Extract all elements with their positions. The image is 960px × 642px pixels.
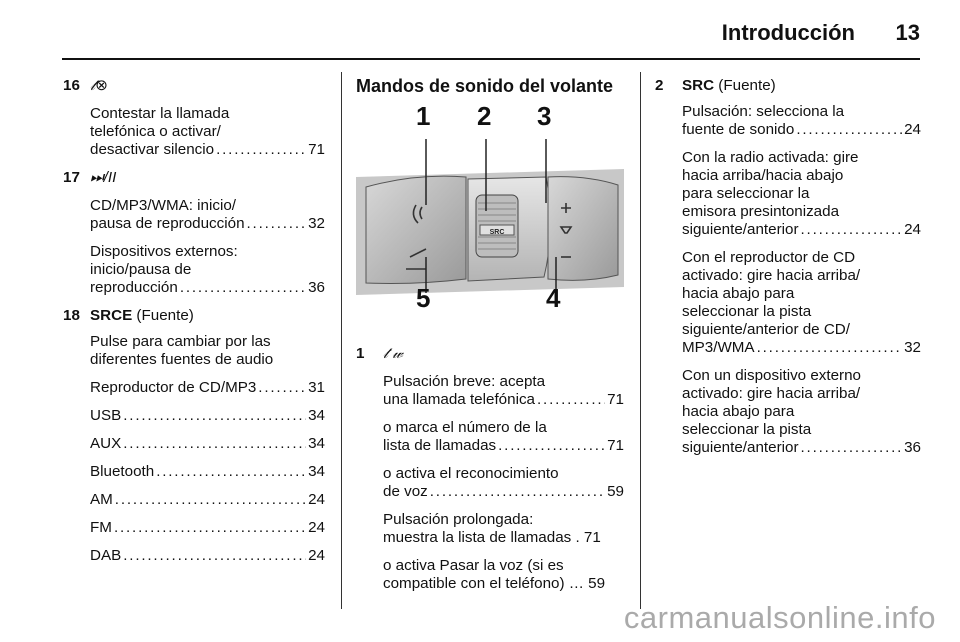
column-divider: [640, 72, 641, 609]
callout-2: 2: [477, 101, 492, 131]
leader-text: una llamada telefónica: [383, 391, 535, 408]
page-ref: 71: [607, 437, 624, 454]
text-line: muestra la lista de llamadas . 71: [383, 529, 601, 546]
leader-text: Bluetooth: [90, 463, 155, 480]
watermark: carmanualsonline.info: [623, 600, 936, 635]
list-item: [63, 77, 325, 159]
page-ref: 71: [308, 141, 325, 158]
page-ref: 36: [308, 279, 325, 296]
text-line: Pulsación: selecciona la: [682, 103, 845, 120]
leader-text: de voz: [383, 483, 428, 500]
item-number: 2: [655, 77, 664, 94]
page-ref: 24: [308, 547, 325, 564]
item-title-rest: (Fuente): [132, 307, 194, 324]
play-pause-icon: ⏭/II: [90, 169, 117, 186]
text-line: Pulsación prolongada:: [383, 511, 534, 528]
text-line: emisora presintonizada: [682, 203, 840, 220]
leader-text: Reproductor de CD/MP3: [90, 379, 257, 396]
page-ref: 32: [308, 215, 325, 232]
list-item: [63, 169, 325, 297]
page-title: Introducción: [721, 20, 855, 45]
item-number: 18: [63, 307, 80, 324]
text-line: Dispositivos externos:: [90, 243, 238, 260]
page-number: 13: [895, 20, 920, 45]
page-header: [0, 0, 960, 60]
text-line: Pulsación breve: acepta: [383, 373, 546, 390]
column-divider: [341, 72, 342, 609]
leader-text: lista de llamadas: [383, 437, 497, 454]
text-line: o activa Pasar la voz (si es: [383, 557, 564, 574]
text-line: activado: gire hacia arriba/: [682, 385, 861, 402]
text-line: CD/MP3/WMA: inicio/: [90, 197, 236, 214]
text-line: inicio/pausa de: [90, 261, 192, 278]
section-title: Mandos de sonido del volante: [356, 76, 614, 96]
item-title-rest: (Fuente): [714, 77, 776, 94]
text-line: hacia arriba/hacia abajo: [682, 167, 844, 184]
page-ref: 59: [607, 483, 624, 500]
phone-mute-icon: 𝓉⊗: [90, 77, 108, 94]
leader-text: pausa de reproducción: [90, 215, 245, 232]
text-line: para seleccionar la: [682, 185, 810, 202]
text-line: compatible con el teléfono) … 59: [383, 575, 606, 592]
text-line: Con un dispositivo externo: [682, 367, 861, 384]
column-1: [63, 77, 325, 575]
text-line: telefónica o activar/: [90, 123, 221, 140]
page-ref: 24: [308, 491, 325, 508]
list-item: [356, 345, 624, 593]
page-ref: 32: [904, 339, 921, 356]
leader-text: DAB: [90, 547, 122, 564]
item-number: 17: [63, 169, 80, 186]
item-title: SRCE: [90, 307, 133, 324]
leader-text: fuente de sonido: [682, 121, 795, 138]
page-ref: 34: [308, 435, 325, 452]
leader-text: AUX: [90, 435, 122, 452]
leader-text: FM: [90, 519, 112, 536]
item-number: 16: [63, 77, 80, 94]
callout-1: 1: [416, 101, 431, 131]
leader-text: siguiente/anterior: [682, 221, 799, 238]
item-number: 1: [356, 345, 365, 362]
page-ref: 71: [607, 391, 624, 408]
callout-3: 3: [537, 101, 552, 131]
text-line: hacia abajo para: [682, 285, 795, 302]
page-ref: 24: [308, 519, 325, 536]
leader-text: AM: [90, 491, 113, 508]
text-line: Con el reproductor de CD: [682, 249, 856, 266]
list-item: [655, 77, 921, 457]
page-ref: 36: [904, 439, 921, 456]
page-ref: 34: [308, 463, 325, 480]
text-line: Pulse para cambiar por las: [90, 333, 271, 350]
item-title: SRC: [682, 77, 715, 94]
text-line: siguiente/anterior de CD/: [682, 321, 850, 338]
leader-text: desactivar silencio: [90, 141, 215, 158]
text-line: hacia abajo para: [682, 403, 795, 420]
steering-wheel-controls-figure: [356, 101, 624, 319]
column-3: [655, 77, 921, 467]
text-line: diferentes fuentes de audio: [90, 351, 274, 368]
callout-4: 4: [546, 283, 561, 313]
leader-text: USB: [90, 407, 122, 424]
leader-text: MP3/WMA: [682, 339, 755, 356]
text-line: Con la radio activada: gire: [682, 149, 859, 166]
page-ref: 24: [904, 221, 921, 238]
leader-text: siguiente/anterior: [682, 439, 799, 456]
src-button-label: SRC: [489, 229, 505, 236]
phone-voice-icon: 𝓉 𝓌: [383, 345, 403, 362]
page-ref: 31: [308, 379, 325, 396]
text-line: o activa el reconocimiento: [383, 465, 559, 482]
steering-wheel-illustration: [356, 101, 624, 319]
leader-text: reproducción: [90, 279, 178, 296]
text-line: o marca el número de la: [383, 419, 547, 436]
text-line: activado: gire hacia arriba/: [682, 267, 861, 284]
callout-5: 5: [416, 283, 431, 313]
text-line: seleccionar la pista: [682, 303, 812, 320]
page-ref: 24: [904, 121, 921, 138]
header-rule: [62, 58, 920, 60]
column-2: [356, 77, 624, 603]
page-ref: 34: [308, 407, 325, 424]
list-item: [63, 307, 325, 565]
text-line: Contestar la llamada: [90, 105, 230, 122]
text-line: seleccionar la pista: [682, 421, 812, 438]
